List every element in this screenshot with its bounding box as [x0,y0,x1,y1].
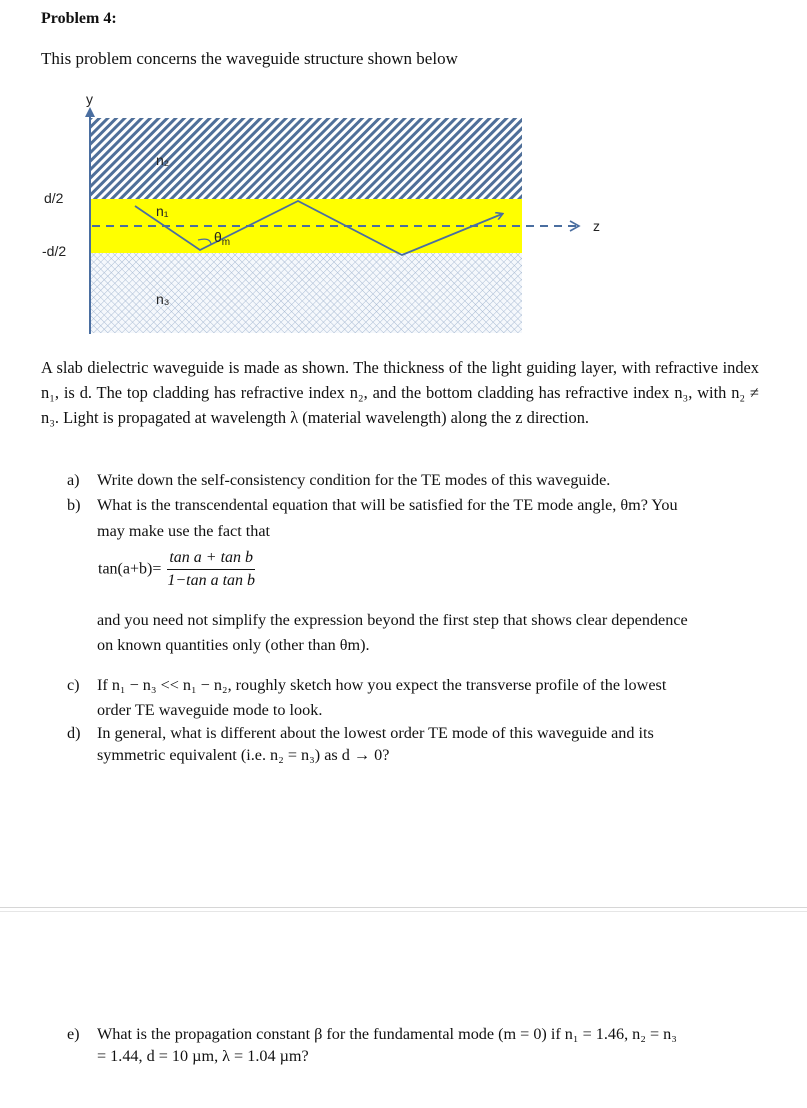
section-divider-shadow [0,911,807,912]
label-n3: n₃ [156,291,170,307]
question-a-label: a) [67,471,80,489]
equation-denominator: 1−tan a tan b [167,572,256,589]
bottom-cladding [90,253,522,333]
question-d-line1: In general, what is different about the lowest order TE mode of this waveguide and its [97,724,654,742]
top-cladding [90,118,522,199]
question-c-line1: If n₁ − n₃ << n₁ − n₂, roughly sketch how you expect the transverse profile of the lowest [97,676,667,694]
question-b-line1: What is the transcendental equation that will be satisfied for the TE mode angle, θm? You [97,496,678,514]
problem-title: Problem 4: [41,10,117,27]
question-d-label: d) [67,724,81,742]
z-axis-label: z [593,218,600,234]
label-minus-d-half: -d/2 [42,243,67,259]
waveguide-figure [30,92,620,342]
equation-numerator: tan a + tan b [167,549,255,570]
question-e-line2: = 1.44, d = 10 µm, λ = 1.04 µm? [97,1047,309,1065]
equation-lhs: tan(a+b)= [98,560,162,578]
question-c-label: c) [67,676,80,694]
question-e-line1: What is the propagation constant β for the fundamental mode (m = 0) if n₁ = 1.46, n₂ = n₃ [97,1025,677,1043]
y-axis-label: y [86,92,93,107]
equation-fraction [167,549,255,590]
theta-label: $\theta_m$ [214,229,231,248]
question-b-after2: on known quantities only (other than θm). [97,636,370,654]
label-d-half: d/2 [44,190,64,206]
label-n2: n₂ [156,152,170,168]
question-d-line2: symmetric equivalent (i.e. n₂ = n₃) as d → 0? [97,746,390,764]
question-a-text: Write down the self-consistency condition for the TE modes of this waveguide. [97,471,611,489]
question-b-label: b) [67,496,81,514]
question-b-after1: and you need not simplify the expression beyond the first step that shows clear dependence [97,611,688,629]
question-e-label: e) [67,1025,80,1043]
intro-text: This problem concerns the waveguide structure shown below [41,49,458,68]
tan-identity-equation [98,549,255,590]
y-axis-arrowhead [85,107,95,117]
question-c-line2: order TE waveguide mode to look. [97,701,323,719]
section-divider [0,907,807,908]
question-b-line2: may make use the fact that [97,522,271,540]
waveguide-description: A slab dielectric waveguide is made as shown. The thickness of the light guiding layer, with refractive index n₁, is d. The top cladding has refractive index n₂, and the bottom cladding has refractive index n₃, with n₂ ≠ n₃. Light is propagated at wavelength λ (material wavelength) along the z direction. [41,358,759,427]
label-n1: n₁ [156,203,169,219]
